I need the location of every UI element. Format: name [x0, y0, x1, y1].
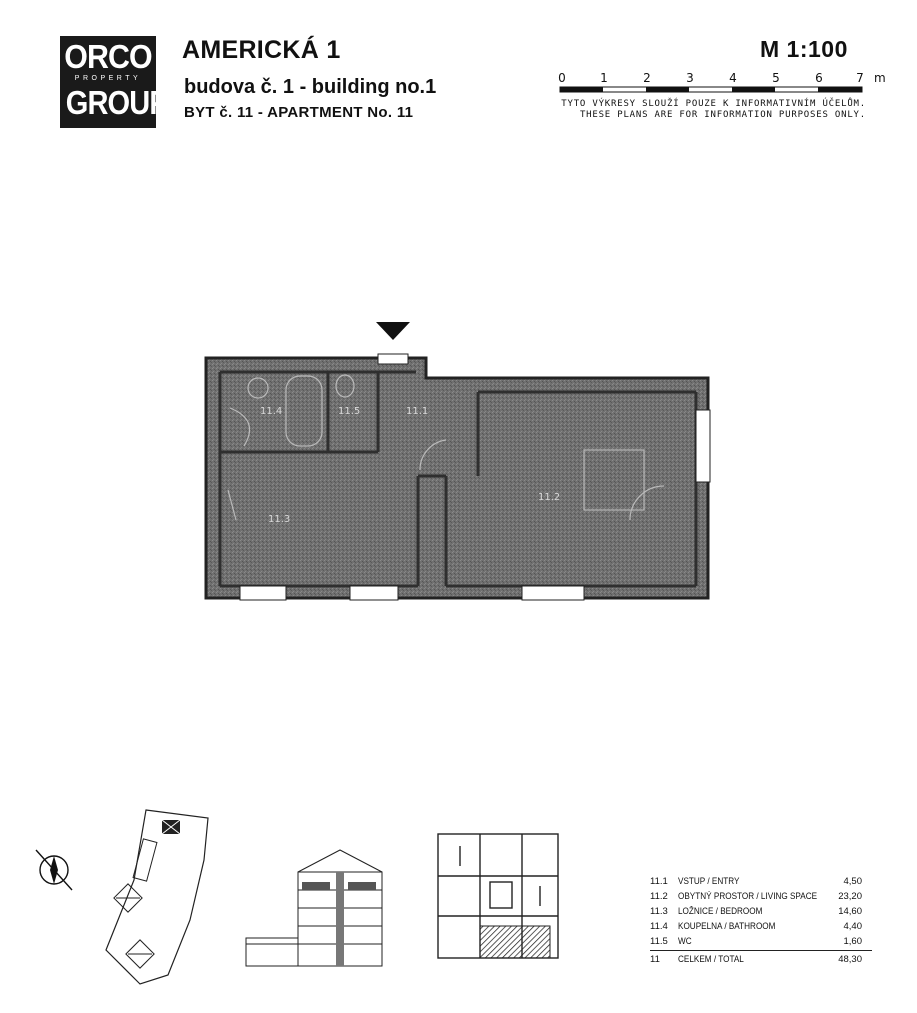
logo-line-1: ORCO — [64, 38, 152, 75]
logo-line-3: GROUP — [65, 84, 168, 121]
row-value: 1,60 — [843, 936, 862, 947]
row-name: VSTUP / ENTRY — [678, 876, 740, 887]
scale-tick-0: 0 — [558, 71, 566, 85]
entry-arrow-icon — [376, 322, 410, 340]
disclaimer-czech: TYTO VÝKRESY SLOUŽÍ POUZE K INFORMATIVNÍM ÚČELŮM. — [561, 99, 866, 109]
table-row — [650, 889, 872, 904]
page-title: AMERICKÁ 1 — [182, 36, 341, 64]
floor-key-diagram — [430, 826, 566, 962]
row-value: 4,40 — [843, 921, 862, 932]
row-number: 11.1 — [650, 876, 668, 887]
table-row — [650, 934, 872, 949]
row-value: 14,60 — [838, 906, 862, 917]
scale-tick-4: 4 — [729, 71, 737, 85]
apartment-outline — [206, 358, 708, 598]
total-value: 48,30 — [838, 954, 862, 965]
room-label-living: 11.2 — [538, 492, 561, 503]
table-row — [650, 919, 872, 934]
row-number: 11.2 — [650, 891, 668, 902]
scale-tick-6: 6 — [815, 71, 823, 85]
table-total-row — [650, 952, 872, 967]
row-name: WC — [678, 936, 692, 947]
total-name: CELKEM / TOTAL — [678, 954, 744, 965]
scale-tick-5: 5 — [772, 71, 780, 85]
row-name: KOUPELNA / BATHROOM — [678, 921, 776, 932]
logo-line-2: PROPERTY — [74, 75, 142, 82]
scale-unit: m — [874, 71, 886, 85]
scale-tick-1: 1 — [600, 71, 608, 85]
row-number: 11.5 — [650, 936, 668, 947]
floor-plan — [196, 316, 726, 616]
row-number: 11.4 — [650, 921, 668, 932]
building-section-diagram — [240, 842, 420, 972]
scale-bar — [556, 70, 886, 100]
row-value: 4,50 — [843, 876, 862, 887]
scale-tick-7: 7 — [856, 71, 864, 85]
row-number: 11.3 — [650, 906, 668, 917]
total-number: 11 — [650, 954, 660, 965]
table-divider — [650, 950, 872, 951]
room-label-wc: 11.5 — [338, 406, 361, 417]
table-row — [650, 874, 872, 889]
site-plan-diagram — [96, 800, 216, 990]
row-name: OBYTNÝ PROSTOR / LIVING SPACE — [678, 891, 818, 902]
north-compass-icon — [28, 844, 80, 896]
apartment-number: BYT č. 11 - APARTMENT No. 11 — [184, 104, 414, 121]
row-name: LOŽNICE / BEDROOM — [678, 906, 763, 917]
building-subtitle: budova č. 1 - building no.1 — [184, 76, 437, 98]
orco-group-logo — [60, 36, 168, 128]
room-label-entry: 11.1 — [406, 406, 429, 417]
area-table — [650, 874, 872, 967]
disclaimer-english: THESE PLANS ARE FOR INFORMATION PURPOSES ONLY. — [579, 110, 866, 120]
row-value: 23,20 — [838, 891, 862, 902]
room-label-bedroom: 11.3 — [268, 514, 291, 525]
scale-label: M 1:100 — [760, 36, 848, 62]
table-row — [650, 904, 872, 919]
scale-tick-2: 2 — [643, 71, 651, 85]
scale-tick-3: 3 — [686, 71, 694, 85]
room-label-bathroom: 11.4 — [260, 406, 283, 417]
